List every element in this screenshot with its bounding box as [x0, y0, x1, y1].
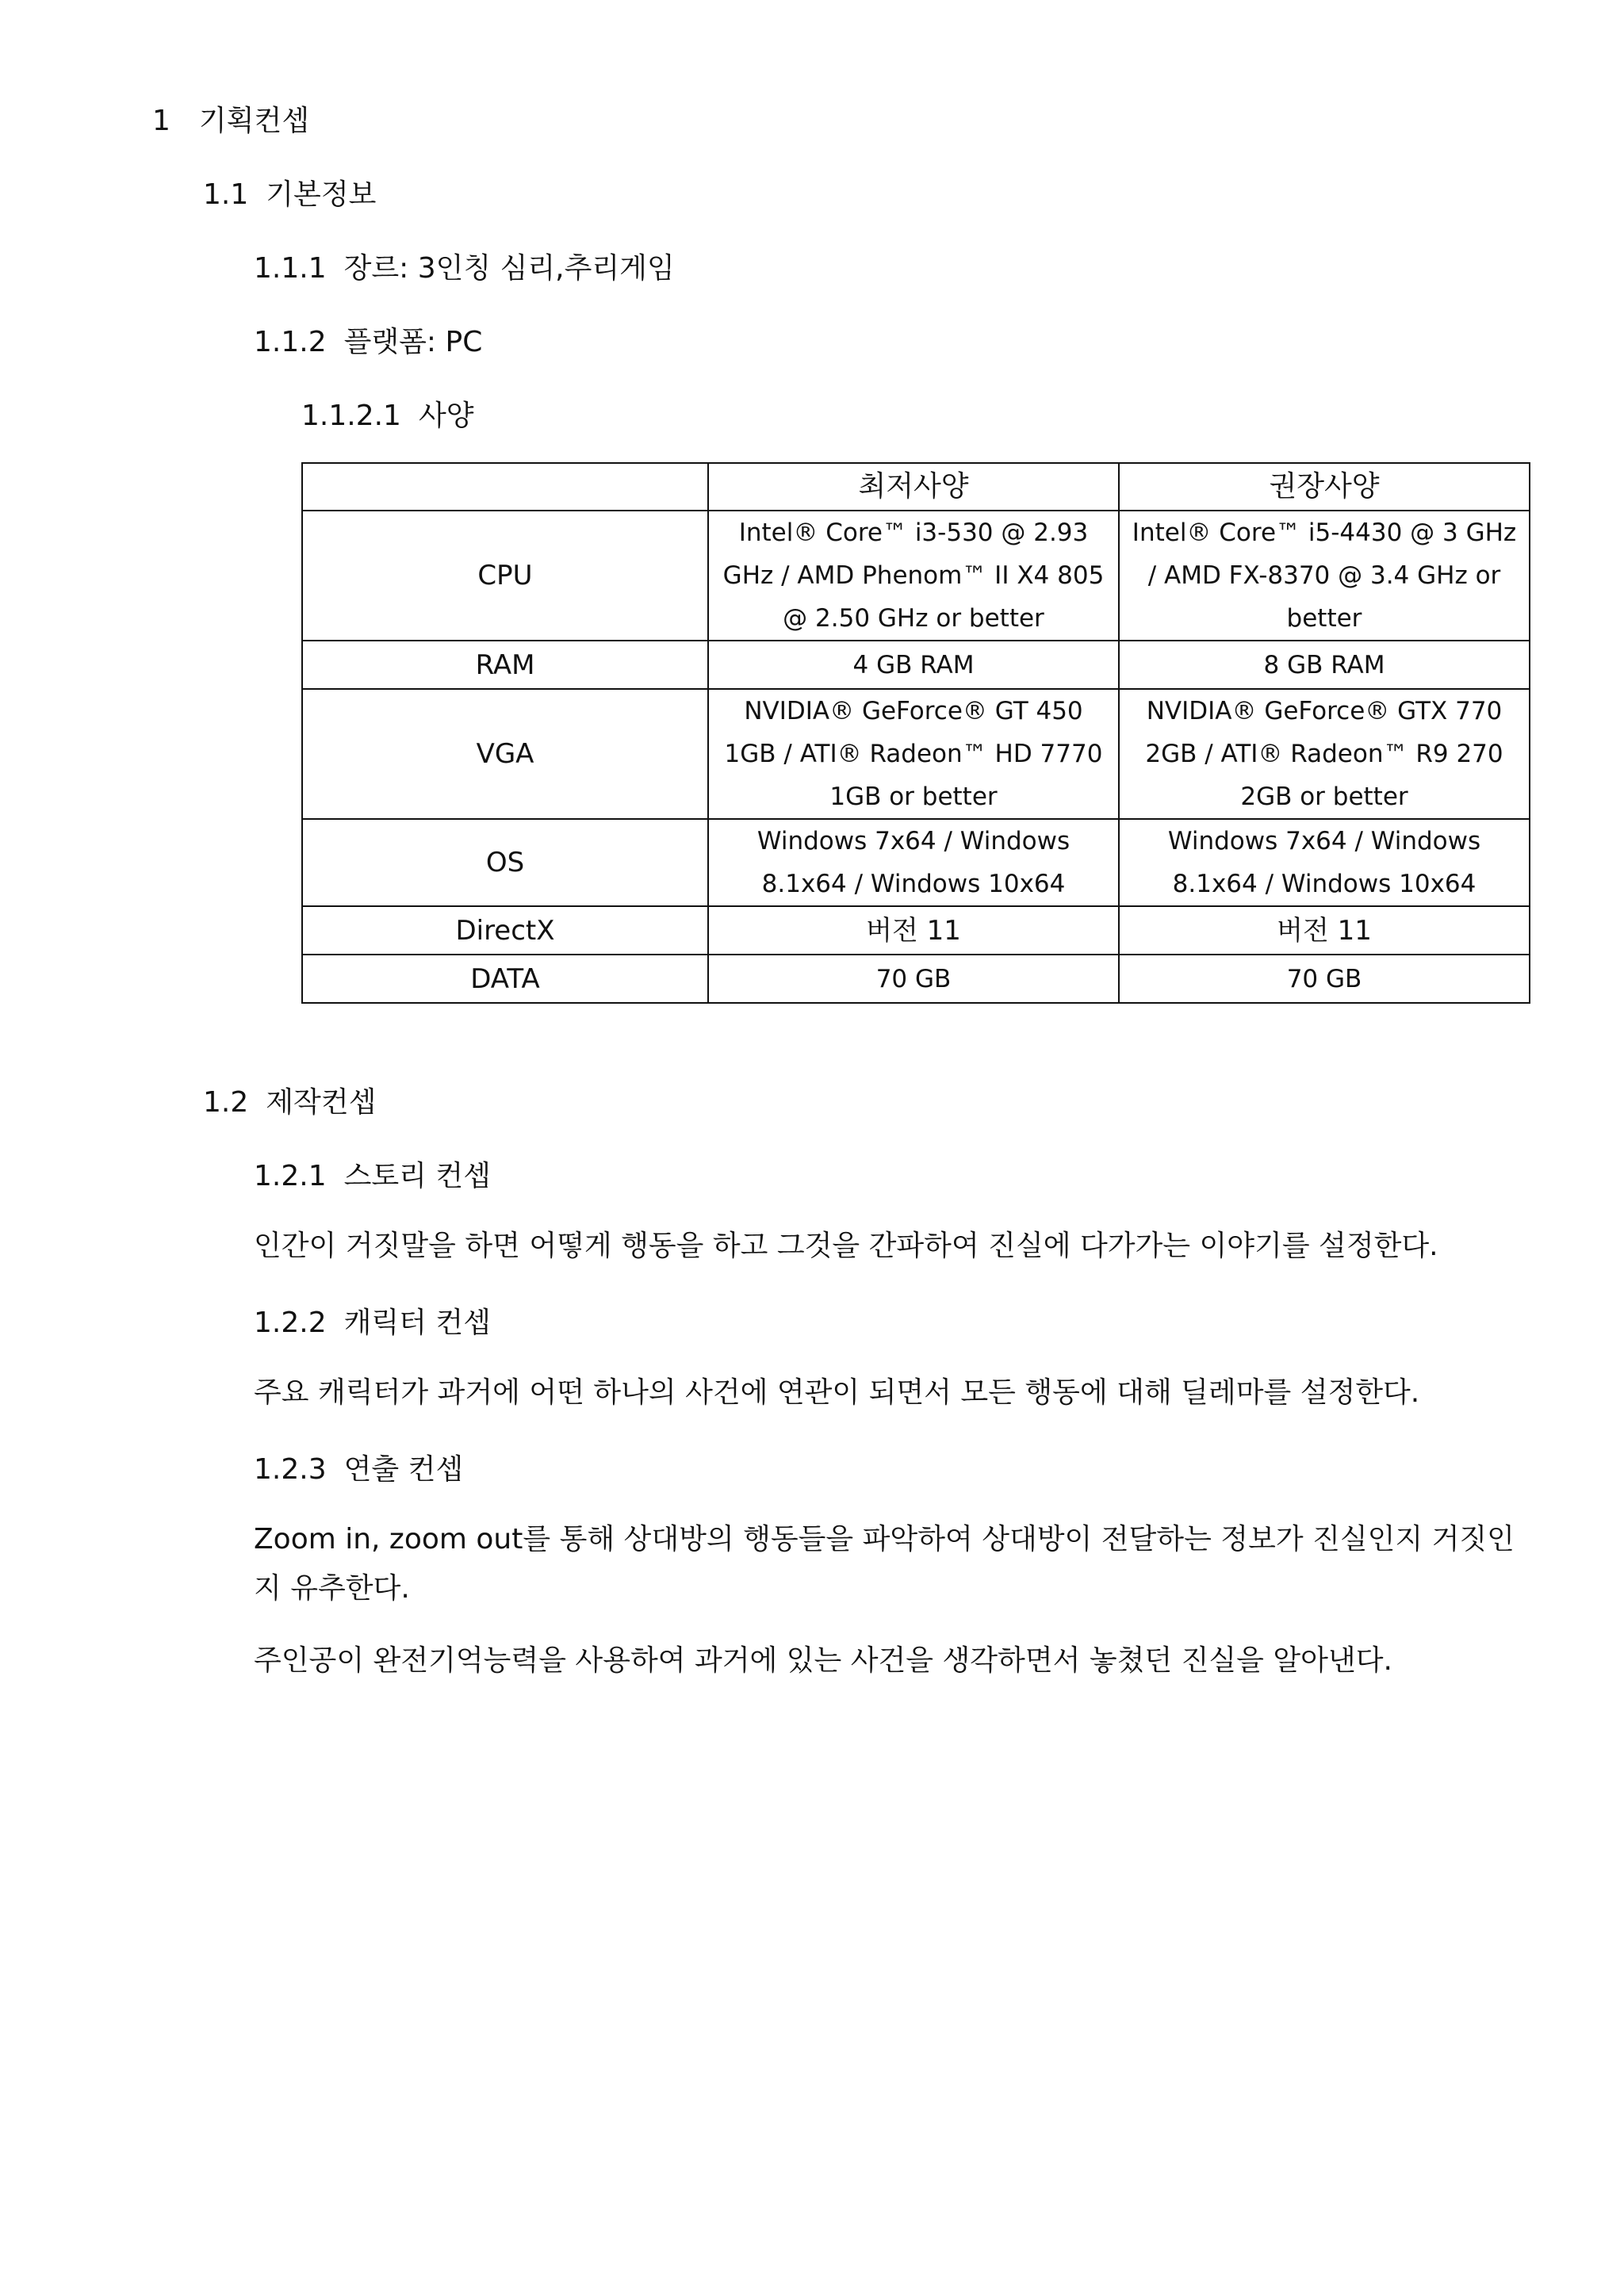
spec-title: 사양 [418, 400, 474, 432]
cell-min-ram: 4 GB RAM [708, 641, 1119, 689]
row-label-os: OS [302, 819, 708, 906]
row-label-ram: RAM [302, 641, 708, 689]
cell-min-vga: NVIDIA® GeForce® GT 450 1GB / ATI® Radeon™ HD 7770 1GB or better [708, 689, 1119, 819]
cell-rec-data: 70 GB [1119, 955, 1530, 1003]
heading-number: 1.2.1 [254, 1160, 327, 1192]
heading-number: 1 [152, 105, 170, 137]
heading-number: 1.1.2 [254, 326, 327, 358]
cell-rec-vga: NVIDIA® GeForce® GTX 770 2GB / ATI® Radeon™ R9 270 2GB or better [1119, 689, 1530, 819]
heading-title: 기획컨셉 [198, 105, 310, 137]
direction-concept-paragraph-2: 주인공이 완전기억능력을 사용하여 과거에 있는 사건을 생각하면서 놓쳤던 진실을 알아낸다. [254, 1644, 1392, 1677]
story-concept-paragraph: 인간이 거짓말을 하면 어떻게 행동을 하고 그것을 간파하여 진실에 다가가는 이야기를 설정한다. [254, 1230, 1438, 1262]
cell-rec-cpu: Intel® Core™ i5-4430 @ 3 GHz / AMD FX-8370 @ 3.4 GHz or better [1119, 511, 1530, 641]
heading-number: 1.1.1 [254, 252, 327, 285]
section-heading-1-2 [203, 1085, 376, 1120]
section-heading-1-2-2 [254, 1306, 491, 1341]
table-row [302, 641, 1530, 689]
heading-number: 1.2.3 [254, 1453, 327, 1486]
row-label-data: DATA [302, 955, 708, 1003]
cell-min-os: Windows 7x64 / Windows 8.1x64 / Windows 10x64 [708, 819, 1119, 906]
table-row [302, 906, 1530, 955]
row-label-directx: DirectX [302, 906, 708, 955]
row-label-vga: VGA [302, 689, 708, 819]
table-header-empty [302, 463, 708, 511]
section-heading-1-1-1 [254, 251, 675, 286]
section-heading-1 [152, 104, 309, 139]
platform-text: 플랫폼: PC [343, 326, 483, 358]
cell-min-directx: 버전 11 [708, 906, 1119, 955]
section-heading-1-1 [203, 178, 376, 212]
table-row [302, 689, 1530, 819]
heading-title: 기본정보 [266, 178, 377, 211]
genre-text: 장르: 3인칭 심리,추리게임 [343, 252, 675, 285]
cell-rec-directx: 버전 11 [1119, 906, 1530, 955]
heading-title: 스토리 컨셉 [343, 1160, 491, 1192]
heading-number: 1.2 [203, 1086, 249, 1119]
table-row [302, 955, 1530, 1003]
table-header-recommended: 권장사양 [1119, 463, 1530, 511]
system-requirements-table [301, 462, 1530, 1004]
section-heading-1-1-2-1 [301, 399, 474, 434]
table-header-row [302, 463, 1530, 511]
table-header-minimum: 최저사양 [708, 463, 1119, 511]
cell-rec-os: Windows 7x64 / Windows 8.1x64 / Windows 10x64 [1119, 819, 1530, 906]
direction-concept-paragraph-1: Zoom in, zoom out를 통해 상대방의 행동들을 파악하여 상대방이 전달하는 정보가 진실인지 거짓인지 유추한다. [254, 1523, 1515, 1605]
heading-title: 제작컨셉 [266, 1086, 377, 1119]
section-heading-1-2-3 [254, 1452, 463, 1487]
heading-title: 연출 컨셉 [343, 1453, 464, 1486]
heading-number: 1.1.2.1 [301, 400, 401, 432]
cell-rec-ram: 8 GB RAM [1119, 641, 1530, 689]
table-row [302, 819, 1530, 906]
heading-number: 1.2.2 [254, 1307, 327, 1339]
row-label-cpu: CPU [302, 511, 708, 641]
character-concept-paragraph: 주요 캐릭터가 과거에 어떤 하나의 사건에 연관이 되면서 모든 행동에 대해 딜레마를 설정한다. [254, 1376, 1420, 1409]
heading-number: 1.1 [203, 178, 249, 211]
cell-min-cpu: Intel® Core™ i3-530 @ 2.93 GHz / AMD Phenom™ II X4 805 @ 2.50 GHz or better [708, 511, 1119, 641]
section-heading-1-1-2 [254, 325, 482, 360]
cell-min-data: 70 GB [708, 955, 1119, 1003]
table-row [302, 511, 1530, 641]
heading-title: 캐릭터 컨셉 [343, 1307, 491, 1339]
section-heading-1-2-1 [254, 1159, 491, 1194]
